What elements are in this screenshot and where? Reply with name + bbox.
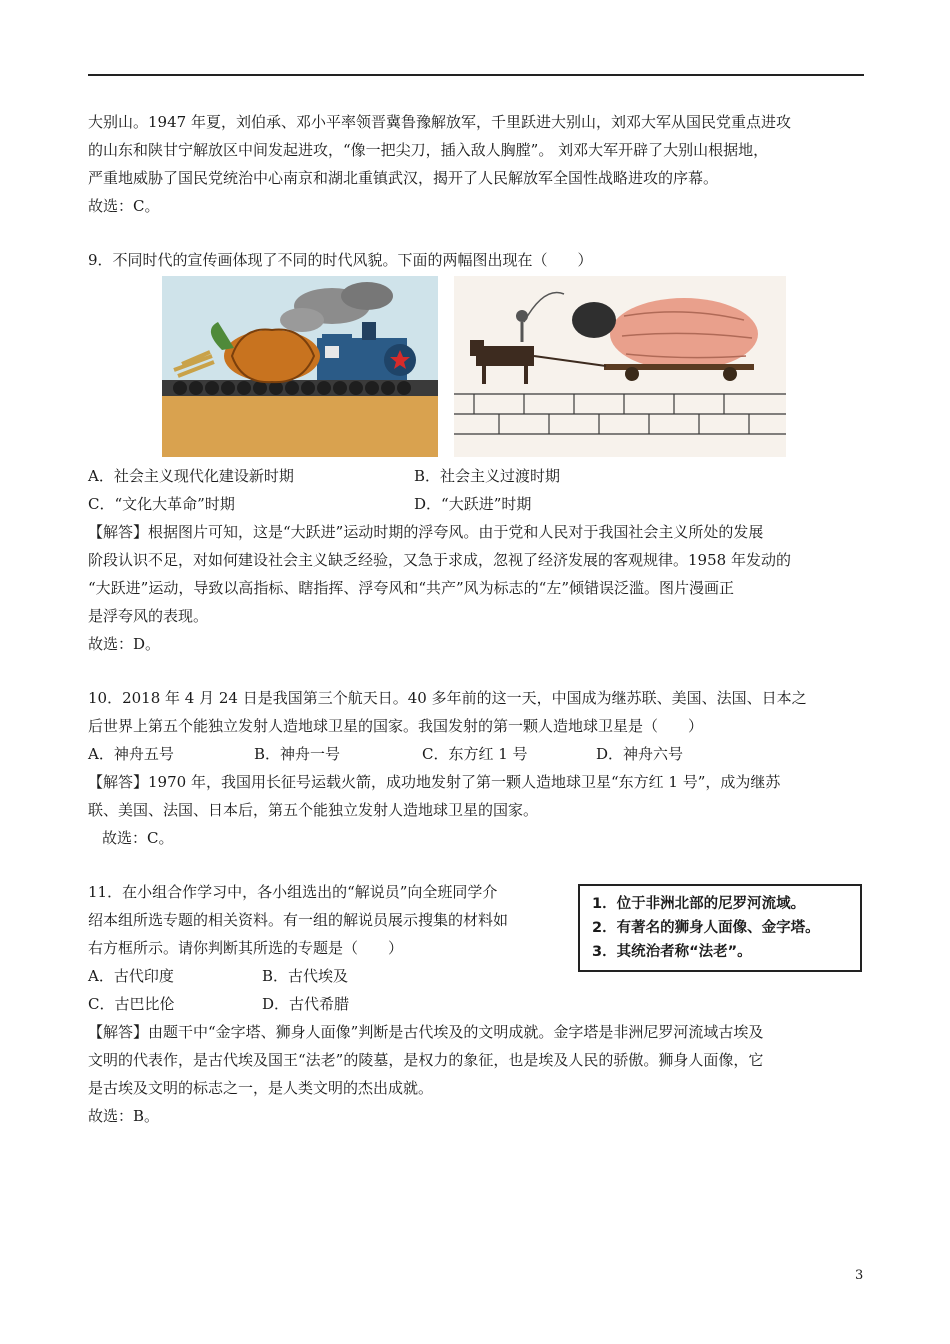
analysis-line: 是古埃及文明的标志之一，是人类文明的杰出成就。 (88, 1079, 434, 1097)
option-d: D．“大跃进”时期 (414, 495, 532, 513)
box-line: 2．有著名的狮身人面像、金字塔。 (592, 920, 820, 936)
ox-cart-cartoon-image (454, 276, 786, 457)
box-line: 3．其统治者称“法老”。 (592, 944, 752, 960)
analysis-line: 【解答】由题干中“金字塔、狮身人面像”判断是古代埃及的文明成就。金字塔是非洲尼罗河流域古埃及 (88, 1023, 764, 1041)
option-a: A．神舟五号 (88, 745, 174, 763)
train-poster-image (162, 276, 438, 457)
analysis-line: 是浮夸风的表现。 (88, 607, 209, 625)
question-11 (88, 878, 868, 1130)
answer-line: 故选：C。 (88, 197, 160, 215)
options-row (88, 740, 868, 768)
question-10 (88, 684, 868, 852)
option-b: B．社会主义过渡时期 (414, 467, 561, 485)
page-number: 3 (855, 1268, 864, 1283)
analysis-line: 联、美国、法国、日本后，第五个能独立发射人造地球卫星的国家。 (88, 801, 539, 819)
answer-line: 故选：D。 (88, 635, 161, 653)
question-stem: 9．不同时代的宣传画体现了不同的时代风貌。下面的两幅图出现在（ ） (88, 251, 593, 269)
options-row (88, 990, 868, 1018)
option-a: A．社会主义现代化建设新时期 (88, 467, 294, 485)
analysis-line: 【解答】1970 年，我国用长征号运载火箭，成功地发射了第一颗人造地球卫星“东方红 1 号”，成为继苏 (88, 773, 781, 791)
answer-line: 故选：B。 (88, 1107, 160, 1125)
question-stem: 11．在小组合作学习中，各小组选出的“解说员”向全班同学介 (88, 883, 498, 901)
material-box (578, 884, 862, 972)
option-d: D．神舟六号 (596, 745, 684, 763)
options-row (88, 462, 868, 490)
option-b: B．神舟一号 (254, 745, 341, 763)
option-c: C．古巴比伦 (88, 995, 175, 1013)
analysis-line: “大跃进”运动，导致以高指标、瞎指挥、浮夸风和“共产”风为标志的“左”倾错误泛滥。图片漫画正 (88, 579, 735, 597)
text-line: 的山东和陕甘宁解放区中间发起进攻，“像一把尖刀，插入敌人胸膛”。 刘邓大军开辟了大别山根据地， (88, 141, 769, 159)
analysis-line: 文明的代表作，是古代埃及国王“法老”的陵墓，是权力的象征，也是埃及人民的骄傲。狮身人面像，它 (88, 1051, 764, 1069)
question-stem: 后世界上第五个能独立发射人造地球卫星的国家。我国发射的第一颗人造地球卫星是（ ） (88, 717, 704, 735)
option-c: C．东方红 1 号 (422, 745, 528, 763)
option-b: B．古代埃及 (262, 967, 349, 985)
question-stem: 绍本组所选专题的相关资料。有一组的解说员展示搜集的材料如 (88, 911, 509, 929)
question-stem: 10．2018 年 4 月 24 日是我国第三个航天日。40 多年前的这一天，中国成为继苏联、美国、法国、日本之 (88, 689, 807, 707)
question-stem: 右方框所示。请你判断其所选的专题是（ ） (88, 939, 404, 957)
option-d: D．古代希腊 (262, 995, 350, 1013)
page-body (88, 108, 868, 1130)
text-line: 严重地威胁了国民党统治中心南京和湖北重镇武汉，揭开了人民解放军全国性战略进攻的序幕。 (88, 169, 719, 187)
option-c: C．“文化大革命”时期 (88, 495, 235, 513)
option-a: A．古代印度 (88, 967, 174, 985)
analysis-line: 阶段认识不足，对如何建设社会主义缺乏经验，又急于求成，忽视了经济发展的客观规律。1958 年发动的 (88, 551, 791, 569)
header-rule (88, 74, 864, 76)
options-row (88, 490, 868, 518)
options-row (88, 962, 868, 990)
analysis-line: 【解答】根据图片可知，这是“大跃进”运动时期的浮夸风。由于党和人民对于我国社会主义所处的发展 (88, 523, 764, 541)
box-line: 1．位于非洲北部的尼罗河流域。 (592, 896, 806, 912)
q9-images (88, 274, 868, 462)
text-line: 大别山。1947 年夏，刘伯承、邓小平率领晋冀鲁豫解放军，千里跃进大别山，刘邓大军从国民党重点进攻 (88, 113, 791, 131)
answer-line: 故选：C。 (102, 829, 174, 847)
question-9 (88, 246, 868, 658)
q8-analysis (88, 108, 868, 220)
